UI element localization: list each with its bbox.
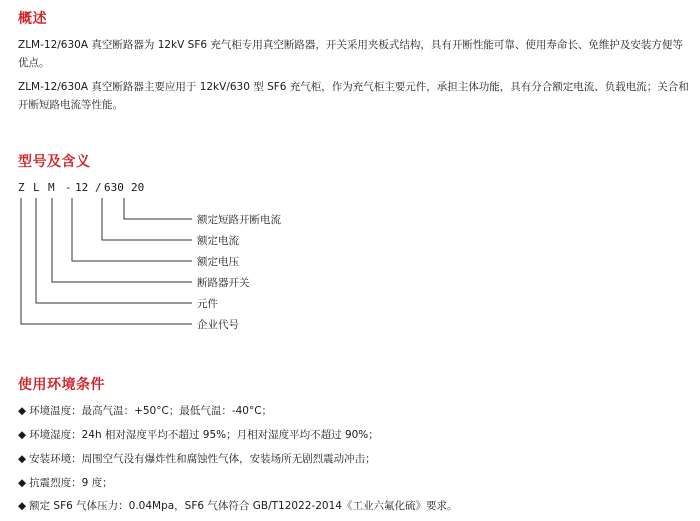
condition-text: 环境温度：最高气温：+50°C；最低气温：-40°C； xyxy=(29,405,273,417)
conditions-heading: 使用环境条件 xyxy=(18,377,105,393)
model-heading: 型号及含义 xyxy=(18,154,91,170)
condition-item xyxy=(18,451,376,466)
code-part-current: 630 xyxy=(104,181,124,194)
connector-component xyxy=(36,198,192,303)
condition-item xyxy=(18,427,379,442)
overview-paragraph-2: ZLM-12/630A 真空断路器主要应用于 12kV/630 型 SF6 充气柜，作为充气柜主要元件，承担主体功能，具有分合额定电流、负载电流；关合和开断短路电流等性能。 xyxy=(18,81,689,111)
label-component: 元件 xyxy=(197,298,218,310)
label-circuit-breaker: 断路器开关 xyxy=(197,277,250,289)
condition-text: 抗震烈度：9 度； xyxy=(29,477,113,489)
overview-heading: 概述 xyxy=(18,11,47,27)
bullet-icon: ◆ xyxy=(18,477,27,489)
code-part-slash: / xyxy=(95,181,102,194)
code-part-m: M xyxy=(48,181,55,194)
label-rated-voltage: 额定电压 xyxy=(197,256,239,268)
condition-item xyxy=(18,403,272,418)
condition-item xyxy=(18,498,457,513)
overview-paragraph-1: ZLM-12/630A 真空断路器为 12kV SF6 充气柜专用真空断路器，开关采用夹板式结构，具有开断性能可靠、使用寿命长、免维护及安装方便等优点。 xyxy=(18,39,683,69)
condition-text: 安装环境：周围空气没有爆炸性和腐蚀性气体，安装场所无剧烈震动冲击； xyxy=(29,453,376,465)
bullet-icon: ◆ xyxy=(18,429,27,441)
code-part-l: L xyxy=(33,181,40,194)
condition-text: 额定 SF6 气体压力：0.04Mpa，SF6 气体符合 GB/T12022-2014《工业六氟化硫》要求。 xyxy=(29,500,458,512)
code-part-dash: - xyxy=(65,181,72,194)
bullet-icon: ◆ xyxy=(18,500,27,512)
label-enterprise-code: 企业代号 xyxy=(197,319,239,331)
bullet-icon: ◆ xyxy=(18,405,27,417)
connector-rated-voltage xyxy=(72,198,192,261)
code-part-breaking: 20 xyxy=(131,181,145,194)
condition-item xyxy=(18,475,113,490)
bullet-icon: ◆ xyxy=(18,453,27,465)
label-rated-breaking-current: 额定短路开断电流 xyxy=(197,214,281,226)
condition-text: 环境湿度：24h 相对湿度平均不超过 95%；月相对湿度平均不超过 90%； xyxy=(29,429,379,441)
code-part-z: Z xyxy=(18,181,25,194)
connector-breaking-current xyxy=(124,198,192,219)
label-rated-current: 额定电流 xyxy=(197,235,239,247)
code-part-voltage: 12 xyxy=(75,181,89,194)
